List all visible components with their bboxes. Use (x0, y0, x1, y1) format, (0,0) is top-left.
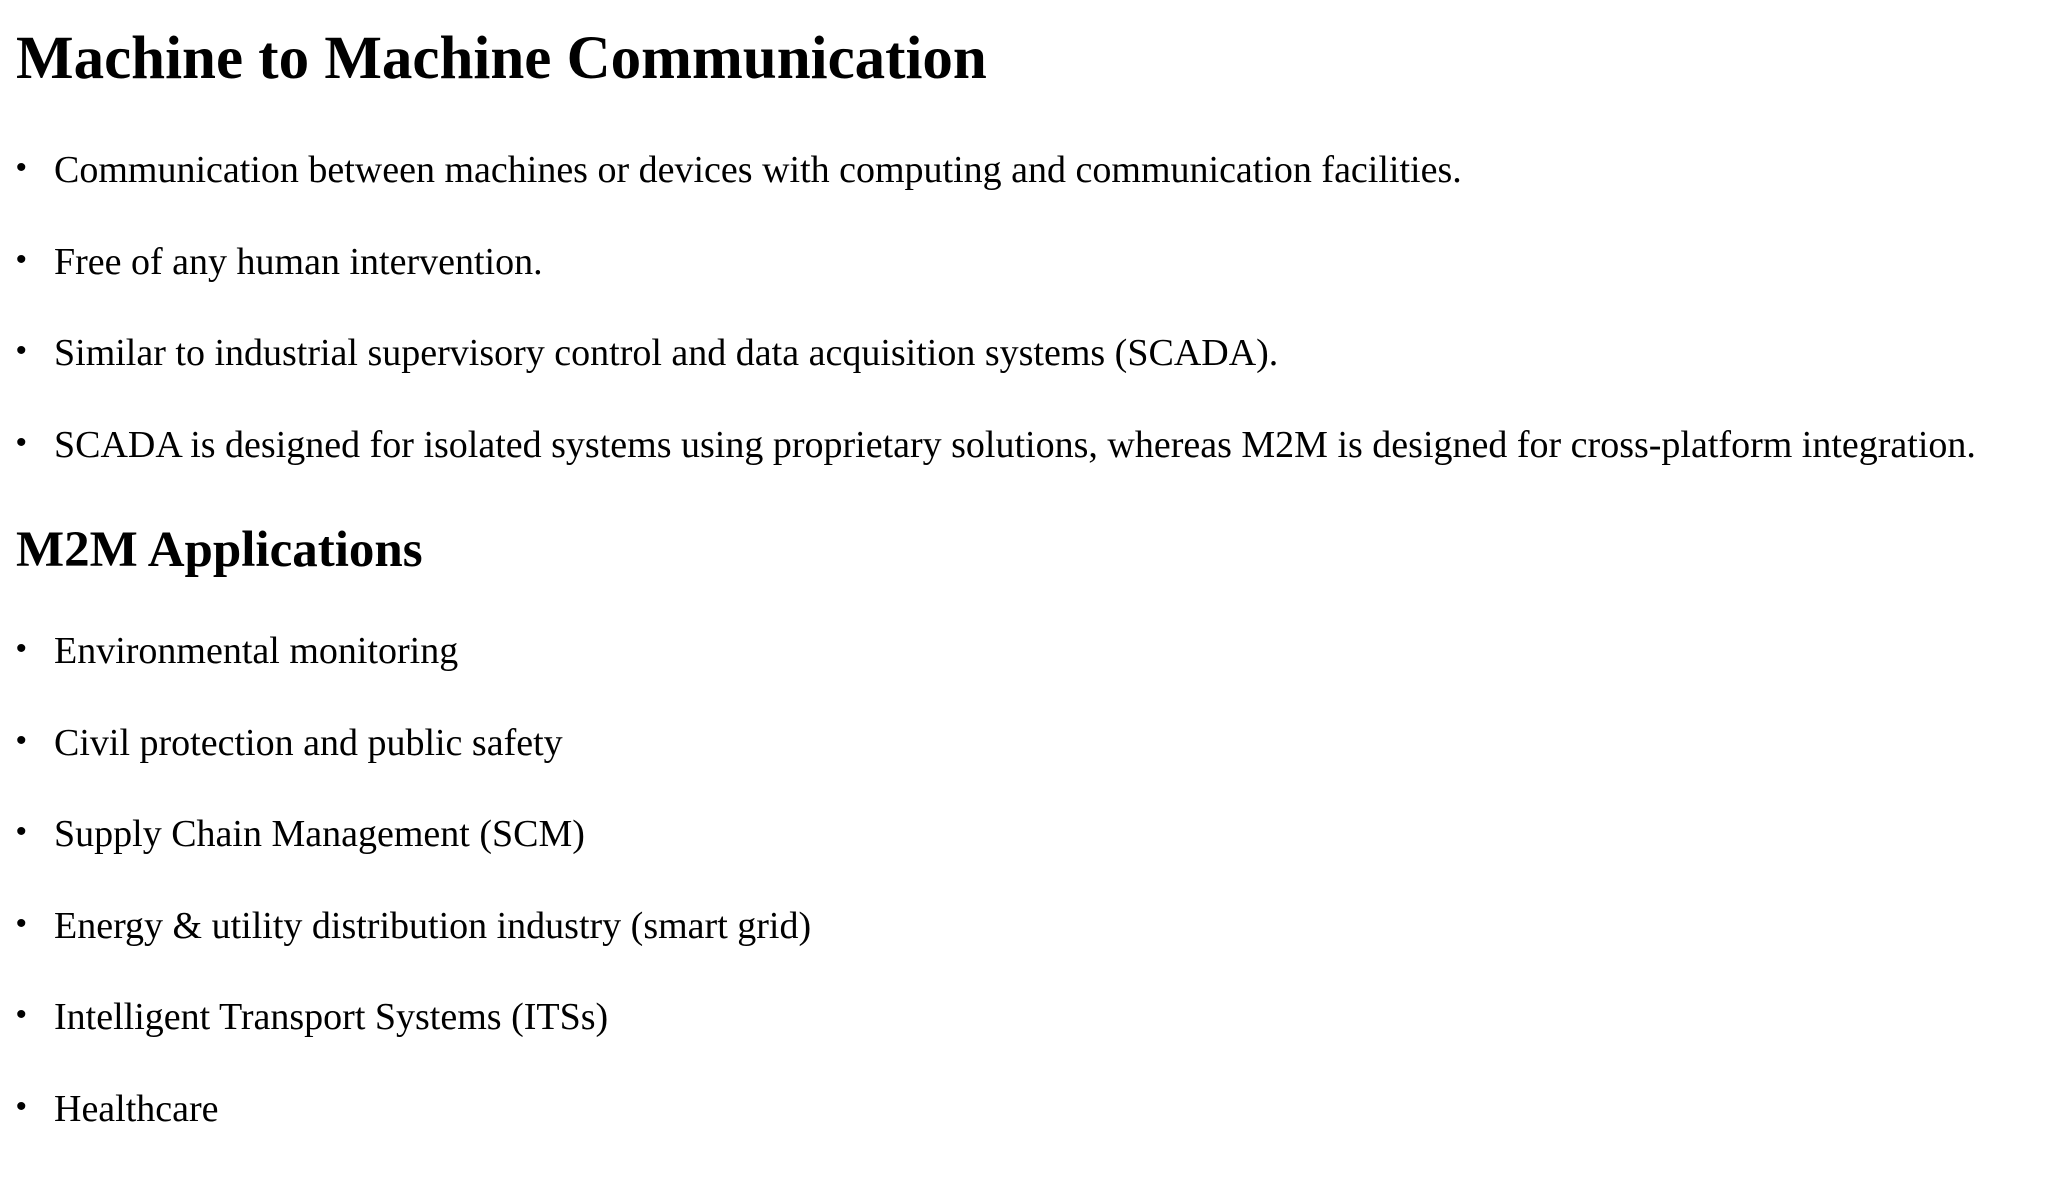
list-item-text: SCADA is designed for isolated systems using proprietary solutions, whereas M2M is designed for cross-platform integration. (54, 423, 1976, 466)
bullet-icon: • (16, 1089, 27, 1123)
bullet-icon: • (16, 242, 27, 276)
bullet-icon: • (16, 723, 27, 757)
list-item-text: Supply Chain Management (SCM) (54, 813, 585, 855)
bullet-icon: • (16, 815, 27, 848)
bullet-icon: • (16, 334, 27, 367)
list-item-text: Environmental monitoring (54, 630, 459, 672)
list-item-text: Civil protection and public safety (54, 721, 563, 764)
list-item-text: Communication between machines or devices with computing and communication facilities. (54, 149, 1462, 191)
list-item-text: Free of any human intervention. (54, 240, 543, 283)
bullet-icon: • (16, 998, 27, 1031)
list-item-text: Similar to industrial supervisory control and data acquisition systems (SCADA). (54, 332, 1279, 374)
bullet-icon: • (16, 632, 27, 665)
list-item-text: Healthcare (54, 1087, 219, 1130)
list-item-text: Intelligent Transport Systems (ITSs) (54, 996, 609, 1038)
section-heading-m2m-communication: Machine to Machine Communication (16, 25, 987, 92)
bullet-icon: • (16, 906, 27, 940)
bullet-icon: • (16, 425, 27, 459)
bullet-icon: • (16, 151, 27, 184)
section-heading-m2m-applications: M2M Applications (16, 522, 423, 578)
list-item-text: Energy & utility distribution industry (smart grid) (54, 904, 812, 947)
